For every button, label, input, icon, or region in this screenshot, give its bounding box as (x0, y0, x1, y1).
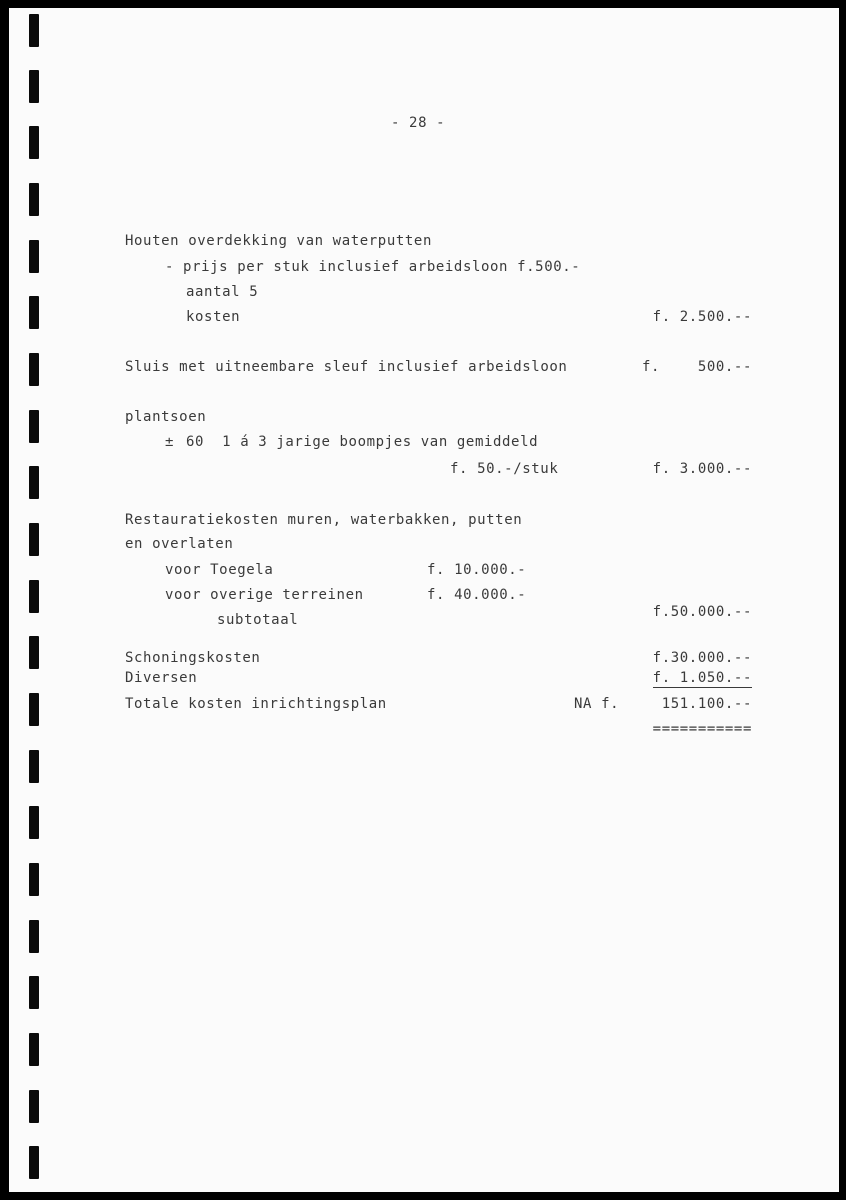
count-line: aantal 5 (186, 284, 259, 300)
plantsoen-line: 60 1 á 3 jarige boompjes van gemiddeld (177, 434, 539, 450)
diversen-value: f. 1.050.-- (652, 670, 752, 686)
binding-hole (29, 126, 39, 159)
binding-hole (29, 14, 39, 47)
section-title: Houten overdekking van waterputten (125, 233, 432, 249)
subtotal-value: f.50.000.-- (652, 604, 752, 620)
binding-hole (29, 183, 39, 216)
cost-label: kosten (186, 309, 241, 325)
binding-hole (29, 70, 39, 103)
binding-hole (29, 580, 39, 613)
toegela-label: voor Toegela (165, 562, 274, 578)
total-label: Totale kosten inrichtingsplan (125, 696, 387, 712)
section-title: Restauratiekosten muren, waterbakken, putten (125, 512, 523, 528)
binding-hole (29, 410, 39, 443)
section-title: plantsoen (125, 409, 207, 425)
binding-hole (29, 636, 39, 669)
binding-hole (29, 693, 39, 726)
binding-hole (29, 1146, 39, 1179)
total-mark: NA f. (574, 696, 620, 712)
binding-hole (29, 920, 39, 953)
overige-label: voor overige terreinen (165, 587, 364, 603)
total-value: 151.100.-- (661, 696, 752, 712)
section-title-cont: en overlaten (125, 536, 234, 552)
schonings-label: Schoningskosten (125, 650, 261, 666)
subtotal-label: subtotaal (217, 612, 299, 628)
sluis-value: 500.-- (697, 359, 752, 375)
binding-hole (29, 976, 39, 1009)
binding-hole (29, 1033, 39, 1066)
unit-price: f. 50.-/stuk (450, 461, 559, 477)
diversen-label: Diversen (125, 670, 198, 686)
overige-value: f. 40.000.- (427, 587, 527, 603)
binding-hole (29, 1090, 39, 1123)
price-line: - prijs per stuk inclusief arbeidsloon f.500.- (165, 259, 581, 275)
binding-hole (29, 466, 39, 499)
cost-value: f. 2.500.-- (652, 309, 752, 325)
binding-hole (29, 863, 39, 896)
binding-hole (29, 523, 39, 556)
toegela-value: f. 10.000.- (427, 562, 527, 578)
page-number: - 28 - (391, 115, 446, 131)
sluis-label: Sluis met uitneembare sleuf inclusief arbeidsloon (125, 359, 568, 375)
binding-hole (29, 750, 39, 783)
binding-hole (29, 353, 39, 386)
binding-hole (29, 296, 39, 329)
sluis-currency: f. (642, 359, 661, 375)
schonings-value: f.30.000.-- (652, 650, 752, 666)
plusminus-sign: ± (165, 434, 175, 450)
binding-hole (29, 806, 39, 839)
document-page (9, 8, 839, 1192)
binding-hole (29, 240, 39, 273)
plantsoen-total: f. 3.000.-- (652, 461, 752, 477)
double-rule: =========== (652, 721, 752, 737)
